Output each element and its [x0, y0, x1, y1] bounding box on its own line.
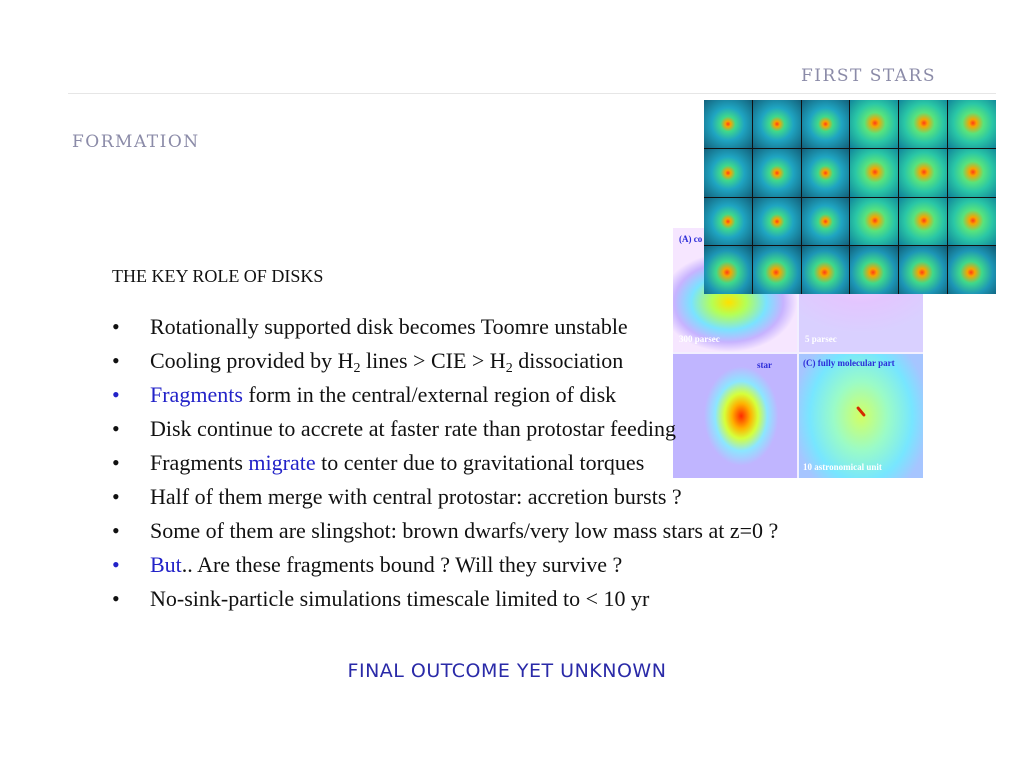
snapshot-cell [850, 100, 898, 148]
snapshot-cell [753, 149, 801, 197]
snapshot-cell [899, 149, 947, 197]
bullet-list [112, 310, 778, 616]
snapshot-cell [704, 198, 752, 246]
snapshot-cell [753, 198, 801, 246]
bullet-marker: • [112, 518, 120, 543]
bullet-marker: • [112, 416, 120, 441]
bullet-text: Rotationally supported disk becomes Toomre unstable [150, 314, 628, 339]
bullet-text-post: dissociation [512, 348, 624, 373]
bullet-highlight: migrate [248, 450, 316, 475]
header-divider [68, 93, 996, 94]
snapshot-cell [753, 100, 801, 148]
bullet-marker: • [112, 450, 120, 475]
snapshot-cell [948, 100, 996, 148]
fragment-streak [856, 406, 866, 417]
panel-c-label: star [757, 360, 772, 370]
bullet-item [112, 412, 778, 446]
section-title: FORMATION [72, 132, 200, 152]
bullet-text-pre: Fragments [150, 450, 249, 475]
bullet-marker: • [112, 348, 120, 373]
bullet-marker: • [112, 586, 120, 611]
conclusion-footer: FINAL OUTCOME YET UNKNOWN [347, 660, 667, 682]
subheading: THE KEY ROLE OF DISKS [112, 266, 324, 286]
bullet-highlight: But [150, 552, 182, 577]
snapshot-cell [802, 246, 850, 294]
panel-d-label: (C) fully molecular part [803, 358, 895, 368]
bullet-item [112, 378, 778, 412]
bullet-marker: • [112, 552, 120, 577]
snapshot-cell [850, 246, 898, 294]
subscript: 2 [505, 361, 513, 376]
bullet-text: Disk continue to accrete at faster rate than protostar feeding [150, 416, 676, 441]
panel-a-label: (A) co [679, 234, 703, 244]
bullet-item [112, 514, 778, 548]
bullet-item [112, 582, 778, 616]
snapshot-cell [704, 149, 752, 197]
snapshot-cell [802, 100, 850, 148]
snapshot-cell [899, 246, 947, 294]
bullet-marker: • [112, 314, 120, 339]
snapshot-cell [704, 100, 752, 148]
snapshot-cell [948, 198, 996, 246]
snapshot-cell [704, 246, 752, 294]
subscript: 2 [353, 361, 361, 376]
slide-header-title: FIRST STARS [801, 66, 936, 86]
bullet-text-post: .. Are these fragments bound ? Will they survive ? [181, 552, 623, 577]
panel-a-scale: 300 parsec [679, 334, 720, 344]
bullet-marker: • [112, 382, 120, 407]
bullet-text-pre: Cooling provided by H [150, 348, 354, 373]
figure-panel-d [799, 354, 923, 478]
snapshot-cell [802, 198, 850, 246]
snapshot-cell [753, 246, 801, 294]
bullet-item [112, 480, 778, 514]
bullet-text: Half of them merge with central protostar: accretion bursts ? [150, 484, 682, 509]
bullet-text: Some of them are slingshot: brown dwarfs/very low mass stars at z=0 ? [150, 518, 779, 543]
snapshot-cell [850, 149, 898, 197]
panel-b-scale: 5 parsec [805, 334, 837, 344]
bullet-text: No-sink-particle simulations timescale limited to < 10 yr [150, 586, 650, 611]
snapshot-cell [802, 149, 850, 197]
bullet-marker: • [112, 484, 120, 509]
bullet-item [112, 310, 778, 344]
bullet-highlight: Fragments [150, 382, 243, 407]
bullet-text-mid: lines > CIE > H [360, 348, 506, 373]
snapshot-cell [948, 246, 996, 294]
snapshot-cell [899, 198, 947, 246]
snapshot-cell [850, 198, 898, 246]
snapshot-cell [899, 100, 947, 148]
snapshot-cell [948, 149, 996, 197]
bullet-text-post: to center due to gravitational torques [315, 450, 645, 475]
bullet-item [112, 548, 778, 582]
bullet-text-post: form in the central/external region of disk [242, 382, 617, 407]
disk-simulation-snapshot-grid [704, 100, 996, 294]
bullet-item [112, 344, 778, 378]
bullet-item [112, 446, 778, 480]
panel-d-scale: 10 astronomical unit [803, 462, 882, 472]
